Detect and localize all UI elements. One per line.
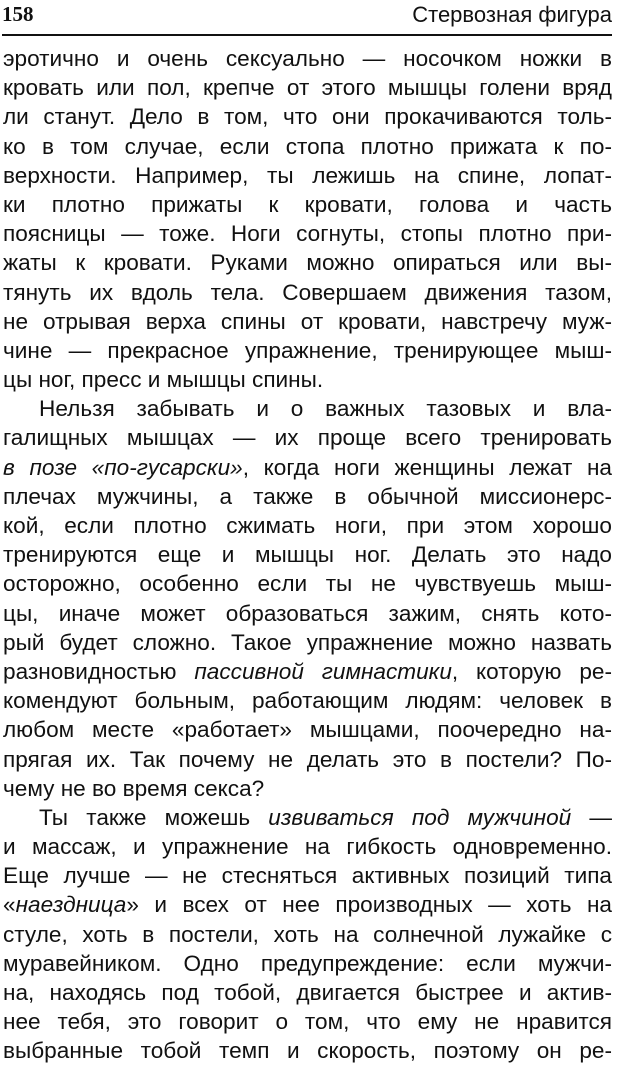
running-title: Стервозная фигура [412, 2, 612, 27]
text-segment: эротично и очень сексуально — носочком ножки в [3, 46, 612, 71]
text-segment: плечах мужчины, а также в обычной миссионерс- [3, 483, 612, 509]
text-line [3, 861, 612, 890]
text-line [3, 715, 612, 744]
text-segment: нее тебя, это говорит о том, что ему не нравится [3, 1009, 612, 1035]
text-segment: стуле, хоть в постели, хоть на солнечной лужайке с [3, 921, 612, 947]
text-line [3, 599, 612, 628]
text-segment: разновидностью [3, 658, 195, 684]
text-line [3, 540, 612, 569]
page-header [2, 0, 612, 36]
text-line [3, 102, 612, 131]
text-segment: чине — прекрасное упражнение, тренирующее мыш- [3, 337, 612, 363]
text-line [3, 44, 612, 73]
text-segment: , которую ре- [451, 658, 612, 684]
text-segment: Еще лучше — не стесняться активных позиций типа [3, 863, 612, 889]
text-segment: кой, если плотно сжимать ноги, при этом хорошо [3, 513, 612, 538]
text-line [3, 978, 612, 1007]
text-segment: тянуть их вдоль тела. Совершаем движения тазом, [3, 279, 612, 305]
text-line [3, 628, 612, 657]
text-line [3, 1007, 612, 1036]
text-segment: выбранные тобой темп и скорость, поэтому он ре- [3, 1038, 612, 1064]
text-line [3, 190, 612, 219]
text-line [3, 73, 612, 102]
text-line [3, 482, 612, 511]
text-line [3, 394, 612, 423]
text-line [3, 453, 612, 482]
text-segment: кровать или пол, крепче от этого мышцы голени вряд [3, 75, 612, 101]
text-line [3, 161, 612, 190]
text-line [3, 365, 612, 394]
text-line [3, 336, 612, 365]
page-number: 158 [2, 2, 34, 26]
text-segment: » и всех от нее производных — хоть на [126, 892, 612, 918]
body-text [3, 44, 612, 1066]
italic-phrase: в позе «по-гусарски» [3, 454, 243, 480]
text-line [3, 949, 612, 978]
text-segment: и массаж, и упражнение на гибкость одновременно. [3, 834, 612, 860]
text-segment: любом месте «работает» мышцами, поочередно на- [3, 717, 612, 743]
text-segment: не отрывая верха спины от кровати, навстречу муж- [3, 308, 612, 334]
text-line [3, 803, 612, 832]
text-line [3, 219, 612, 248]
text-segment: , когда ноги женщины лежат на [242, 454, 612, 480]
text-line [3, 248, 612, 277]
text-segment: осторожно, особенно если ты не чувствуешь мыш- [3, 571, 612, 597]
italic-phrase: наездница [15, 892, 127, 918]
text-segment: « [3, 892, 16, 918]
text-segment: — [571, 804, 612, 830]
text-segment: рый будет сложно. Такое упражнение можно назвать [3, 629, 612, 655]
text-segment: галищных мышцах — их проще всего тренировать [3, 425, 612, 451]
text-segment: ли станут. Дело в том, что они прокачиваются толь- [3, 104, 612, 130]
text-line [3, 686, 612, 715]
text-line [3, 774, 612, 803]
text-segment: прягая их. Так почему не делать это в постели? По- [3, 746, 612, 772]
text-segment: верхности. Например, ты лежишь на спине, лопат- [3, 162, 612, 188]
text-line [3, 920, 612, 949]
text-segment: жаты к кровати. Руками можно опираться или вы- [3, 250, 612, 276]
text-line [3, 307, 612, 336]
text-segment: на, находясь под тобой, двигается быстрее и актив- [3, 980, 612, 1005]
text-line [3, 278, 612, 307]
text-line [3, 890, 612, 919]
text-segment: чему не во время секса? [3, 775, 265, 801]
text-segment: ко в том случае, если стопа плотно прижата к по- [3, 133, 612, 159]
text-segment: тренируются еще и мышцы ног. Делать это надо [3, 542, 612, 568]
text-segment: Нельзя забывать и о важных тазовых и вла- [39, 396, 612, 422]
text-segment: ки плотно прижаты к кровати, голова и часть [3, 191, 612, 217]
text-line [3, 832, 612, 861]
text-line [3, 1036, 612, 1065]
text-segment: комендуют больным, работающим людям: человек в [3, 688, 612, 714]
text-segment: Ты также можешь [39, 804, 269, 830]
italic-phrase: извиваться под мужчиной [268, 804, 572, 830]
text-line [3, 132, 612, 161]
text-line [3, 511, 612, 540]
text-segment: цы ног, пресс и мышцы спины. [3, 367, 324, 393]
text-segment: муравейником. Одно предупреждение: если мужчи- [3, 950, 612, 976]
text-segment: поясницы — тоже. Ноги согнуты, стопы плотно при- [3, 221, 612, 247]
text-line [3, 569, 612, 598]
text-line [3, 423, 612, 452]
text-segment: цы, иначе может образоваться зажим, снять кото- [3, 600, 612, 626]
italic-phrase: пассивной гимнастики [194, 658, 452, 684]
text-line [3, 657, 612, 686]
text-line [3, 745, 612, 774]
